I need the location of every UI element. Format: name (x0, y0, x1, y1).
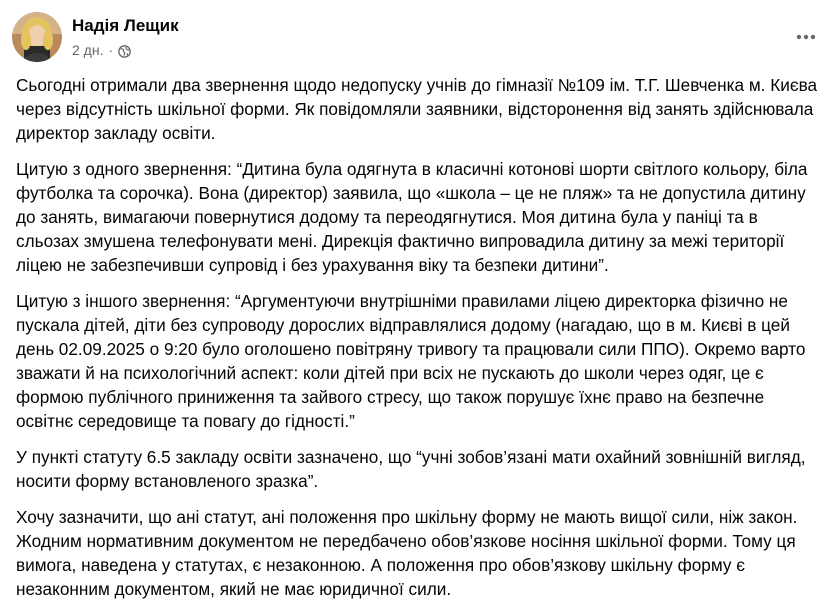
globe-icon[interactable] (118, 44, 131, 57)
post-timestamp[interactable]: 2 дн. (72, 42, 104, 58)
author-name[interactable]: Надія Лещик (72, 16, 179, 35)
meta-separator: · (108, 42, 114, 58)
avatar-image (12, 12, 62, 62)
post-paragraph: Цитую з одного звернення: “Дитина була одягнута в класичні котонові шорти світлого кольору, біла футболка та сорочка). Вона (директор) заявила, що «школа – це не пляж» та не допустила дитину до занять, вимагаючи повернутися додому та переодягнутися. Моя дитина була у паніці та в сльозах змушена телефонувати мені. Дирекція фактично випровадила дитину за межі території ліцею не забезпечивши супровід і без урахування віку та безпеки дитини”. (16, 159, 808, 275)
author-block (72, 15, 179, 59)
post-paragraph: У пункті статуту 6.5 закладу освіти зазначено, що “учні зобов’язані мати охайний зовнішній вигляд, носити форму встановленого зразка”. (16, 447, 806, 491)
more-options-icon[interactable] (788, 22, 824, 52)
avatar[interactable] (12, 12, 62, 62)
post-meta (72, 41, 179, 59)
post-paragraph: Хочу зазначити, що ані статут, ані положення про шкільну форму не мають вищої сили, ніж закон. Жодним нормативним документом не передбачено обов’язкове носіння шкільної форми. Тому ця вимога, наведена у статутах, є незаконною. А положення про обов’язкову шкільну форму є незаконним документом, який не має юридичної сили. (16, 507, 798, 599)
post-header (12, 12, 824, 64)
post-paragraph: Цитую з іншого звернення: “Аргументуючи внутрішніми правилами ліцею директорка фізично не пускала дітей, діти без супроводу дорослих відправлялися додому (нагадаю, що в м. Києві в цей день 02.09.2025 о 9:20 було оголошено повітряну тривогу та працювали сили ППО). Окремо варто зважати й на психологічний аспект: коли дітей при всіх не пускають до школи через одяг, це є формою публічного приниження та зайвого стресу, що також порушує їхнє право на безпечне освітнє середовище та повагу до гідності.” (16, 291, 806, 431)
post-paragraph: Сьогодні отримали два звернення щодо недопуску учнів до гімназії №109 ім. Т.Г. Шевченка м. Києва через відсутність шкільної форми. Як повідомляли заявники, відсторонення від занять здійснювала директор закладу освіти. (16, 75, 818, 143)
post-body (16, 73, 824, 613)
